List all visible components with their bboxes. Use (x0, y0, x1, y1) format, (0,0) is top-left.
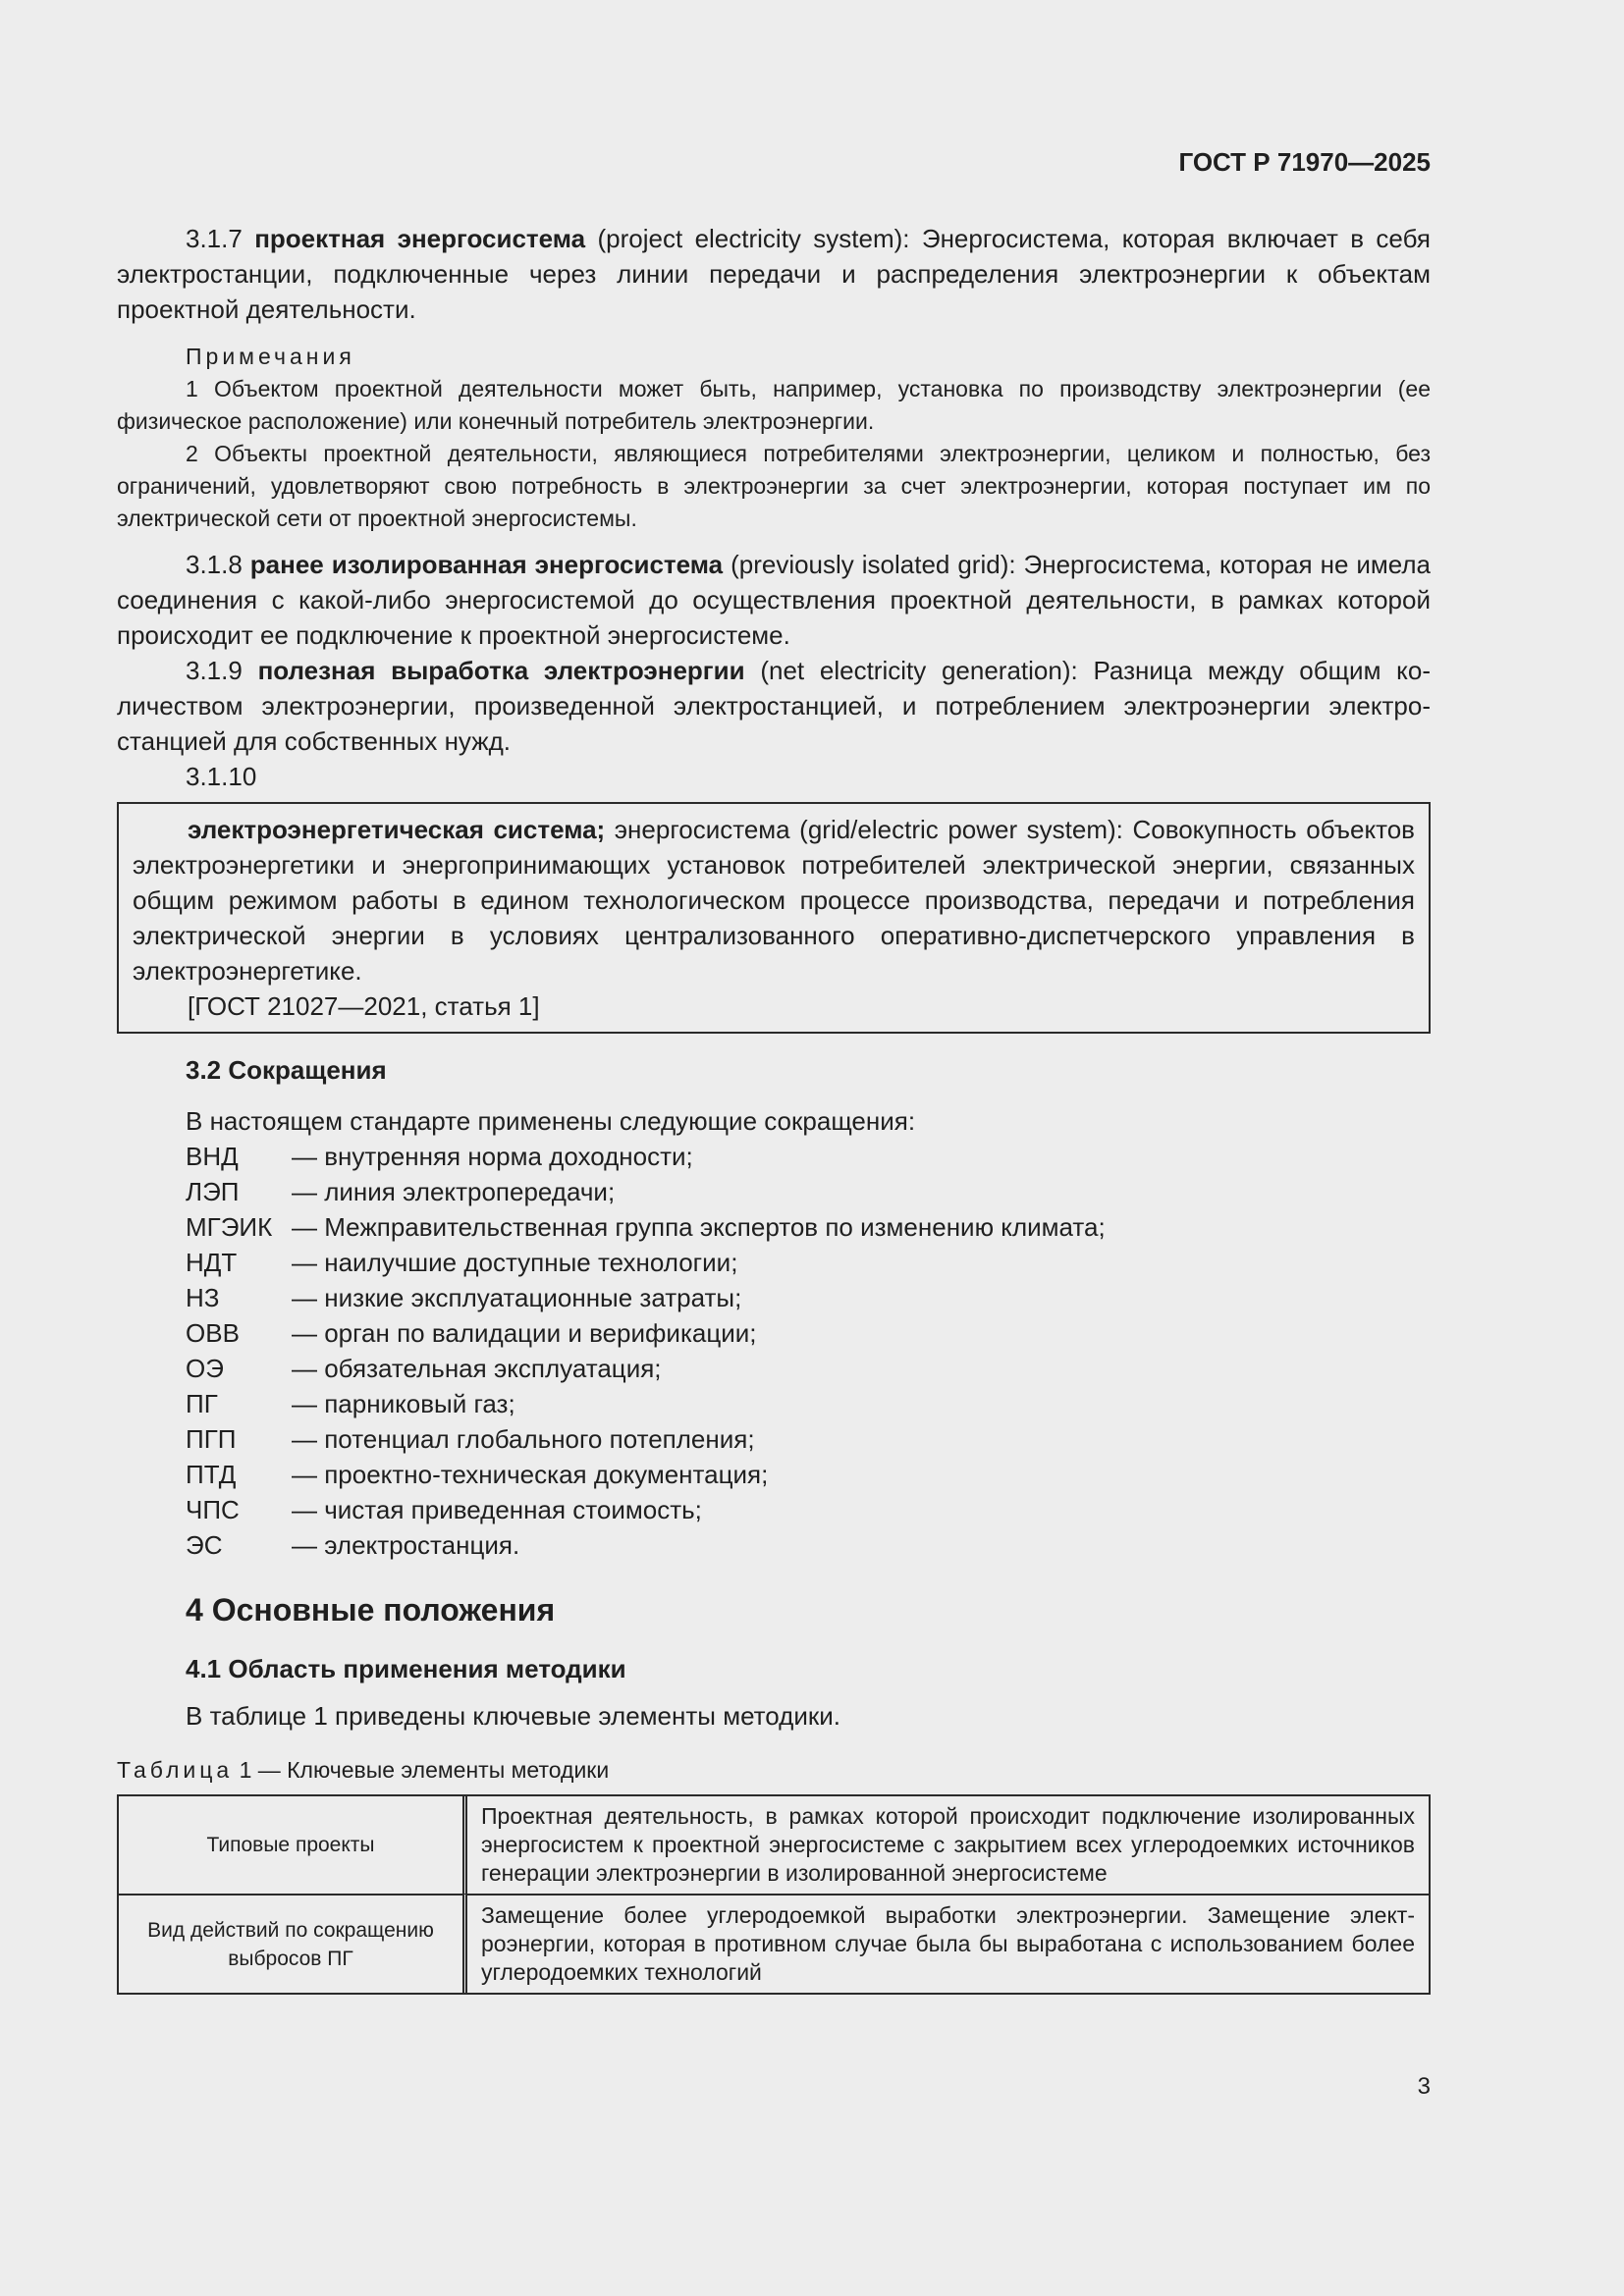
abbreviation-item (117, 1209, 1431, 1245)
def-text: (project electricity system): Энергосистема, которая включает в себя электростанции, подключенные через линии передачи и распределения электроэнергии к объектам проектной деятельности. (117, 224, 1431, 324)
table-value-cell: Проектная деятельность, в рамках которой происходит подключение изолированных энергосистем к проектной энергосистеме с закрытием всех углеродоемких источников генерации электроэнергии в изолированной энергосистеме (481, 1803, 1415, 1886)
notes-block (117, 341, 1431, 535)
def-term: полезная выработка электроэнергии (257, 656, 745, 685)
table-caption-label: Таблица (117, 1757, 234, 1783)
abbreviation-definition: — проектно-техническая документация; (292, 1460, 769, 1489)
table-key-cell: Вид действий по сокращению выбросов ПГ (119, 1894, 467, 1993)
abbreviation-definition: — обязательная эксплуатация; (292, 1354, 662, 1383)
table-caption-text: 1 — Ключевые элементы методики (233, 1757, 610, 1783)
abbreviation-definition: — потенциал глобального потепления; (292, 1424, 755, 1454)
abbreviation-definition: — орган по валидации и верификации; (292, 1318, 757, 1348)
abbreviation-definition: — внутренняя норма доходности; (292, 1142, 693, 1171)
abbreviation-item (117, 1245, 1431, 1280)
definition-source: [ГОСТ 21027—2021, статья 1] (188, 991, 540, 1021)
abbreviation-item (117, 1386, 1431, 1421)
abbreviation-item (117, 1457, 1431, 1492)
notes-title: Примечания (186, 344, 355, 369)
page-number: 3 (1417, 2073, 1431, 2100)
abbreviation-code: ОВВ (186, 1318, 240, 1348)
abbreviation-item (117, 1139, 1431, 1174)
abbreviation-code: ВНД (186, 1142, 239, 1171)
table-caption (117, 1755, 1431, 1785)
table-key-cell: Типовые проекты (119, 1796, 467, 1894)
abbreviation-item (117, 1315, 1431, 1351)
note-2: 2 Объекты проектной деятельности, являющиеся потребителями электроэнергии, целиком и полностью, без ограничений, удовлетворяют свою потребность в электроэнергии за счет электроэнергии, которая поступает им по электрической сети от проектной энергосистемы. (117, 441, 1431, 531)
abbreviation-item (117, 1174, 1431, 1209)
abbreviation-definition: — Межправительственная группа экспертов по изменению климата; (292, 1212, 1106, 1242)
def-term: проектная энергосистема (254, 224, 586, 253)
abbreviation-definition: — электростанция. (292, 1530, 520, 1560)
definition-3-1-9 (117, 653, 1431, 759)
abbreviation-item (117, 1527, 1431, 1563)
abbreviation-code: ЛЭП (186, 1177, 240, 1206)
abbreviation-code: ПТД (186, 1460, 237, 1489)
def-text: (net electricity generation): Разница между общим количеством электроэнергии, произведенной электростанцией, и потреблением электроэнергии электростанцией для собственных нужд. (117, 656, 1431, 756)
table-row (119, 1796, 1429, 1894)
abbreviations-intro: В настоящем стандарте применены следующие сокращения: (186, 1106, 916, 1136)
key-elements-table (117, 1794, 1431, 1995)
abbreviation-definition: — наилучшие доступные технологии; (292, 1248, 738, 1277)
definition-3-1-10-number: 3.1.10 (186, 762, 257, 791)
abbreviation-definition: — парниковый газ; (292, 1389, 515, 1418)
abbreviation-code: ЭС (186, 1530, 223, 1560)
def-number: 3.1.7 (186, 224, 243, 253)
definition-3-1-10-box (117, 802, 1431, 1034)
abbreviation-code: ПГП (186, 1424, 237, 1454)
section-4-1-heading: 4.1 Область применения методики (186, 1654, 626, 1683)
abbreviation-code: НЗ (186, 1283, 220, 1312)
def-number: 3.1.8 (186, 550, 243, 579)
abbreviation-item (117, 1492, 1431, 1527)
abbreviations-list (117, 1139, 1431, 1563)
def-number: 3.1.9 (186, 656, 243, 685)
abbreviation-code: НДТ (186, 1248, 238, 1277)
abbreviation-definition: — низкие эксплуатационные затраты; (292, 1283, 742, 1312)
abbreviation-item (117, 1421, 1431, 1457)
def-text: энергосистема (grid/electric power system): Совокупность объектов электроэнергетики и энергопринимающих установок потребителей электрической энергии, связанных общим режимом работы в едином технологическом процессе производства, передачи и потребления электрической энергии в условиях централизованного оперативно-диспетчерского управления в электроэнергетике. (133, 815, 1415, 986)
abbreviation-definition: — чистая приведенная стоимость; (292, 1495, 702, 1524)
def-term: ранее изолированная энергосистема (249, 550, 724, 579)
note-1: 1 Объектом проектной деятельности может быть, например, установка по производству электроэнергии (ее физическое расположение) или конечный потребитель электроэнергии. (117, 376, 1431, 434)
section-4-heading: 4 Основные положения (186, 1592, 556, 1628)
abbreviation-code: ОЭ (186, 1354, 224, 1383)
abbreviation-code: МГЭИК (186, 1212, 273, 1242)
definition-3-1-8 (117, 547, 1431, 653)
abbreviation-definition: — линия электропередачи; (292, 1177, 616, 1206)
document-code-header: ГОСТ Р 71970—2025 (1178, 147, 1431, 177)
def-text: (previously isolated grid): Энергосистема, которая не имела соединения с какой-либо энергосистемой до осуществления проектной деятельности, в рамках которой происходит ее подключение к проектной энергосистеме. (117, 550, 1431, 650)
abbreviation-item (117, 1351, 1431, 1386)
definition-3-1-10 (133, 812, 1415, 988)
def-term: электроэнергетическая система; (188, 815, 606, 844)
definition-3-1-7 (117, 221, 1431, 327)
abbreviation-item (117, 1280, 1431, 1315)
table-value-cell: Замещение более углеродоемкой выработки электроэнергии. Замещение электроэнергии, которая в противном случае была бы выработана с использованием более углеродоемких технологий (467, 1894, 1429, 1993)
table-intro: В таблице 1 приведены ключевые элементы методики. (186, 1701, 840, 1731)
section-3-2-heading: 3.2 Сокращения (186, 1055, 387, 1085)
abbreviation-code: ПГ (186, 1389, 218, 1418)
abbreviation-code: ЧПС (186, 1495, 240, 1524)
table-row (119, 1894, 1429, 1993)
